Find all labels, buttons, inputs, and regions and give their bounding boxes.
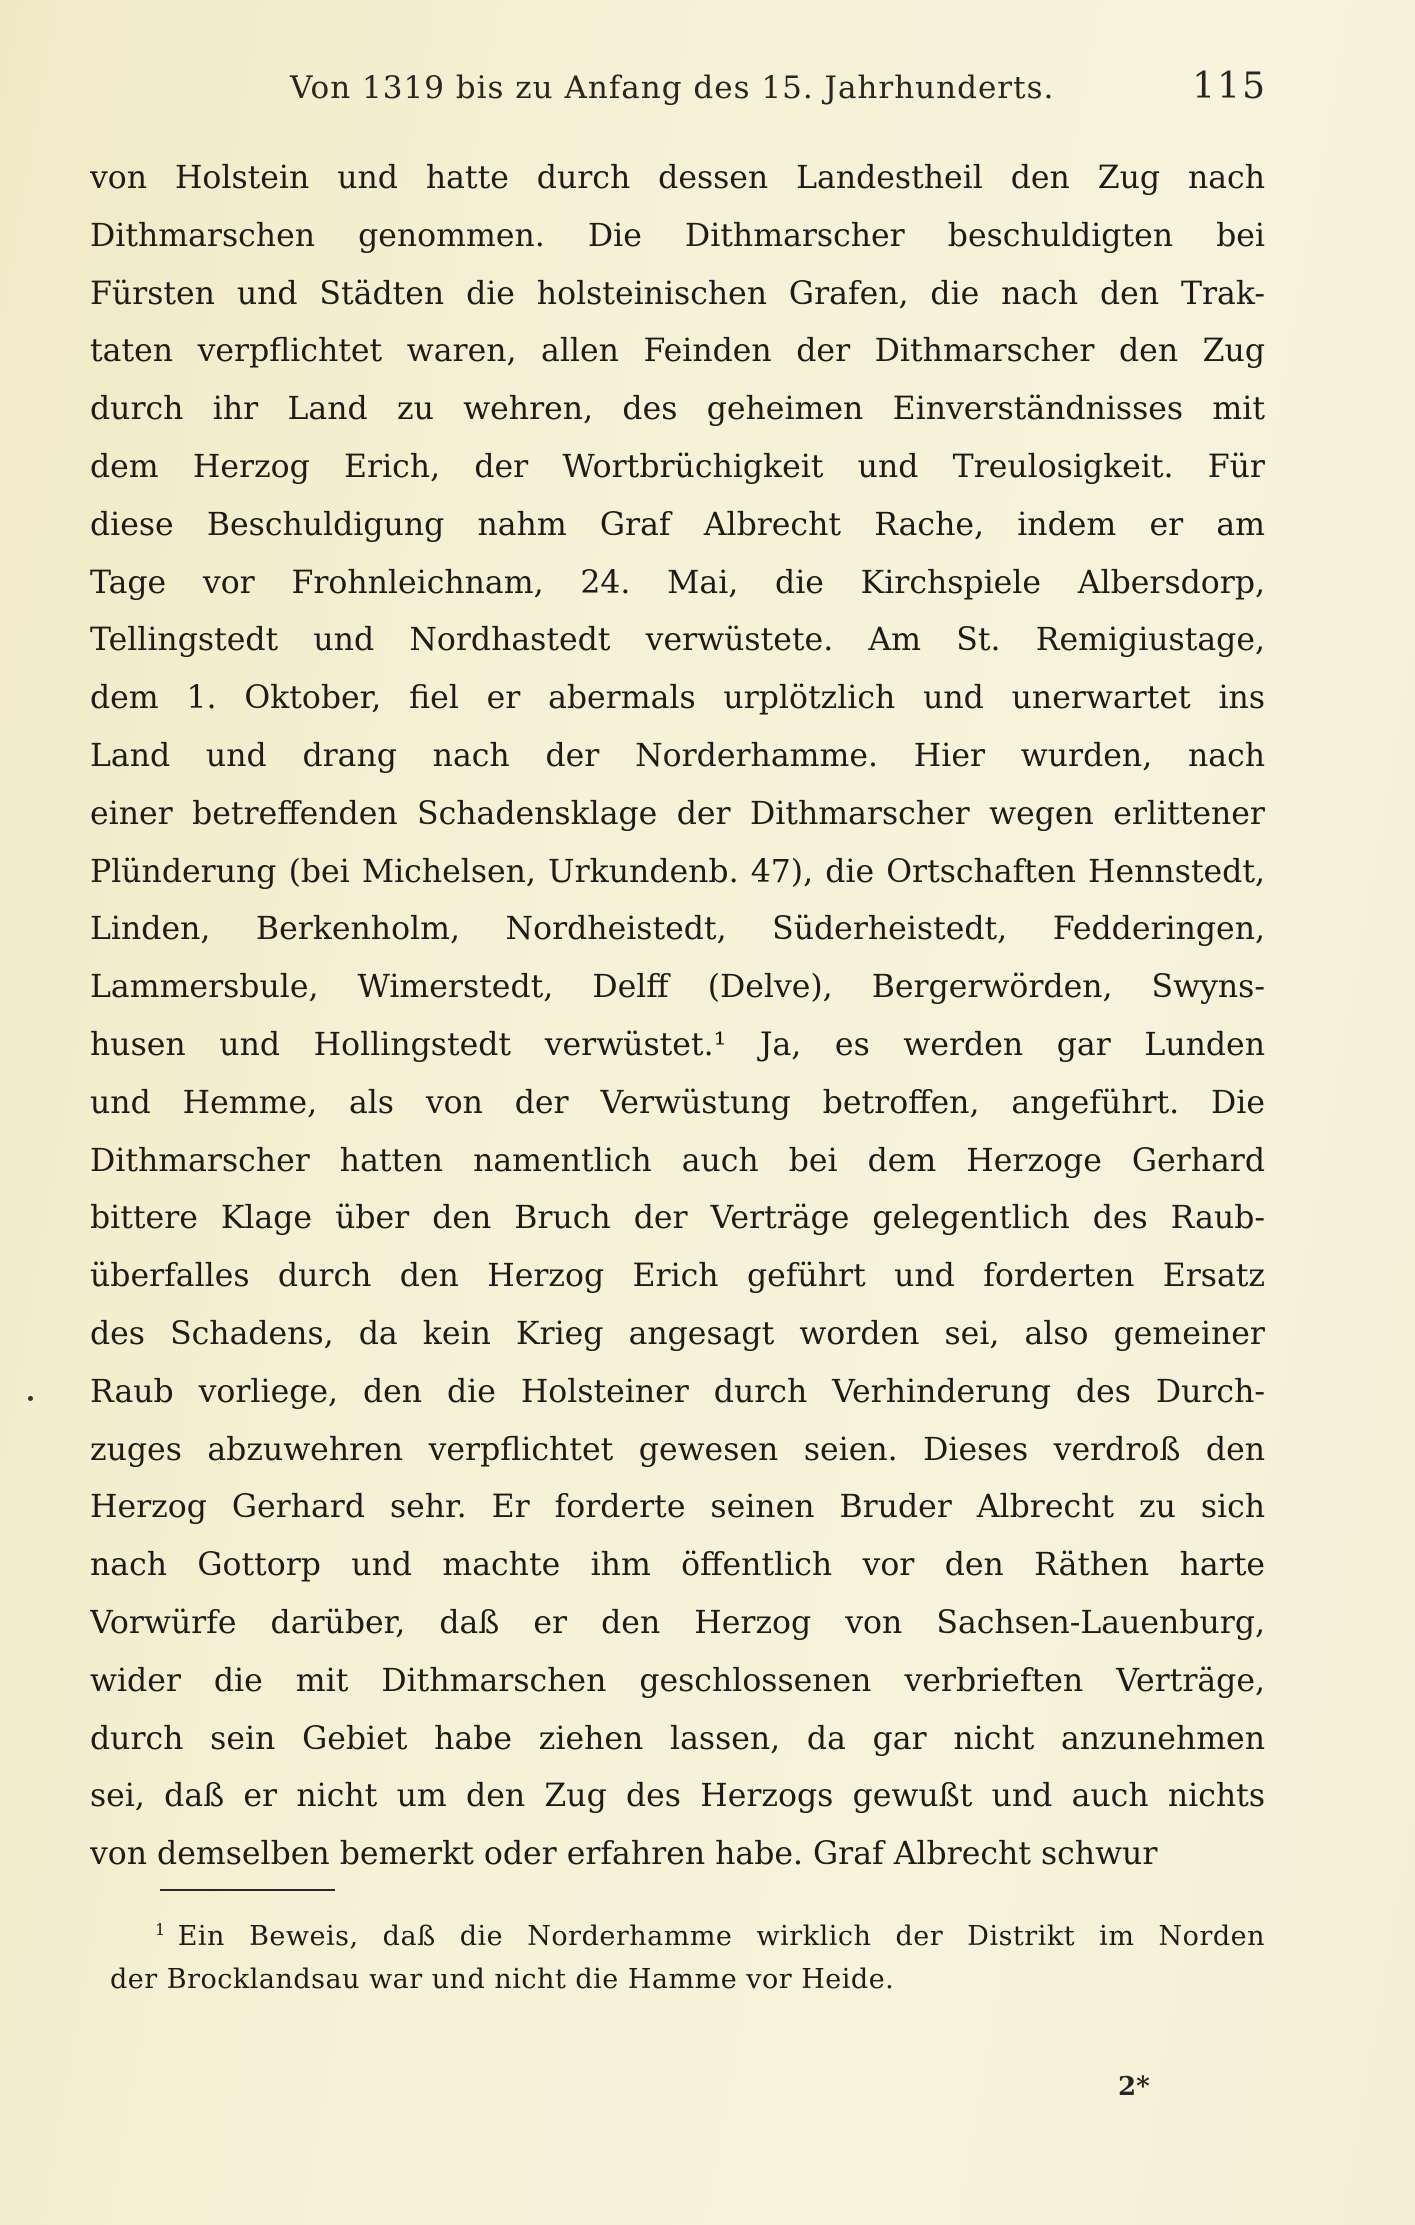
text-line: von Holstein und hatte durch dessen Landestheil den Zug nach bbox=[90, 160, 1265, 196]
running-head: Von 1319 bis zu Anfang des 15. Jahrhunderts. bbox=[290, 70, 1055, 106]
text-line: durch sein Gebiet habe ziehen lassen, da gar nicht anzunehmen bbox=[90, 1720, 1265, 1757]
footnote-marker: 1 bbox=[155, 1920, 166, 1939]
text-line: Linden, Berkenholm, Nordheistedt, Süderheistedt, Fedderingen, bbox=[90, 911, 1265, 948]
text-line: Lammersbule, Wimerstedt, Delff (Delve), Bergerwörden, Swyns- bbox=[90, 969, 1265, 1006]
text-line: Plünderung (bei Michelsen, Urkundenb. 47), die Ortschaften Hennstedt, bbox=[90, 853, 1265, 890]
print-speck bbox=[28, 1396, 33, 1401]
text-line: sei, daß er nicht um den Zug des Herzogs gewußt und auch nichts bbox=[90, 1778, 1265, 1815]
text-line: husen und Hollingstedt verwüstet.¹ Ja, es werden gar Lunden bbox=[90, 1026, 1265, 1063]
text-line: durch ihr Land zu wehren, des geheimen Einverständnisses mit bbox=[90, 391, 1265, 428]
text-line: Tellingstedt und Nordhastedt verwüstete. Am St. Remigiustage, bbox=[90, 622, 1265, 659]
text-line: bittere Klage über den Bruch der Verträge gelegentlich des Raub- bbox=[90, 1200, 1265, 1237]
text-line: dem Herzog Erich, der Wortbrüchigkeit und Treulosigkeit. Für bbox=[90, 448, 1265, 485]
text-line: Fürsten und Städten die holsteinischen Grafen, die nach den Trak- bbox=[90, 275, 1265, 312]
text-line: einer betreffenden Schadensklage der Dithmarscher wegen erlittener bbox=[90, 795, 1265, 832]
footnote-rule bbox=[160, 1889, 335, 1891]
footnote-line bbox=[110, 1905, 1265, 1955]
text-line: dem 1. Oktober, fiel er abermals urplötzlich und unerwartet ins bbox=[90, 680, 1265, 717]
text-line: des Schadens, da kein Krieg angesagt worden sei, also gemeiner bbox=[90, 1315, 1265, 1352]
text-line: Vorwürfe darüber, daß er den Herzog von Sachsen-Lauenburg, bbox=[90, 1604, 1265, 1641]
footnotes bbox=[110, 1905, 1265, 2005]
text-line: nach Gottorp und machte ihm öffentlich vor den Räthen harte bbox=[90, 1547, 1265, 1584]
text-line: und Hemme, als von der Verwüstung betroffen, angeführt. Die bbox=[90, 1084, 1265, 1121]
text-line: diese Beschuldigung nahm Graf Albrecht Rache, indem er am bbox=[90, 506, 1265, 543]
page-number: 115 bbox=[1192, 66, 1267, 107]
text-line: Land und drang nach der Norderhamme. Hier wurden, nach bbox=[90, 737, 1265, 774]
text-line: Raub vorliege, den die Holsteiner durch Verhinderung des Durch- bbox=[90, 1373, 1265, 1410]
footnote-line: der Brocklandsau war und nicht die Hamme vor Heide. bbox=[110, 1964, 895, 1995]
text-line: Tage vor Frohnleichnam, 24. Mai, die Kirchspiele Albersdorp, bbox=[90, 564, 1265, 601]
text-line: Herzog Gerhard sehr. Er forderte seinen Bruder Albrecht zu sich bbox=[90, 1489, 1265, 1526]
footnote-text: Ein Beweis, daß die Norderhamme wirklich der Distrikt im Norden bbox=[177, 1921, 1265, 1952]
text-line: von demselben bemerkt oder erfahren habe. Graf Albrecht schwur bbox=[90, 1836, 1158, 1873]
text-line: überfalles durch den Herzog Erich geführt und forderten Ersatz bbox=[90, 1258, 1265, 1295]
text-line: wider die mit Dithmarschen geschlossenen verbrieften Verträge, bbox=[90, 1662, 1265, 1699]
text-line: zuges abzuwehren verpflichtet gewesen seien. Dieses verdroß den bbox=[90, 1431, 1265, 1468]
text-line: Dithmarscher hatten namentlich auch bei dem Herzoge Gerhard bbox=[90, 1142, 1265, 1179]
body-text bbox=[90, 150, 1265, 1884]
signature-mark: 2* bbox=[1118, 2072, 1150, 2102]
text-line: Dithmarschen genommen. Die Dithmarscher beschuldigten bei bbox=[90, 217, 1265, 254]
text-line: taten verpflichtet waren, allen Feinden der Dithmarscher den Zug bbox=[90, 333, 1265, 370]
